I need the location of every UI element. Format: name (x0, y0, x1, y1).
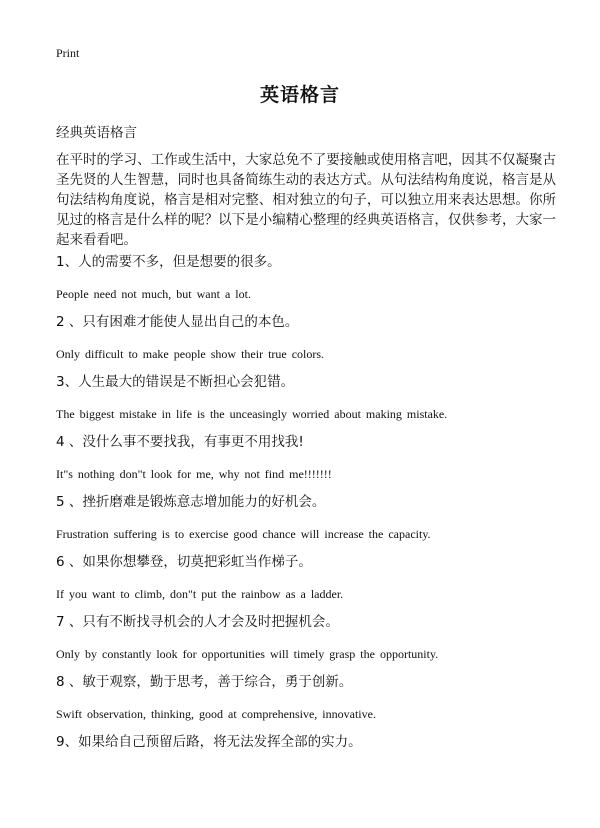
quote-item (56, 312, 556, 372)
quote-chinese: 9、如果给自己预留后路，将无法发挥全部的实力。 (56, 734, 362, 750)
quote-item (56, 612, 556, 672)
quote-chinese: 4 、没什么事不要找我，有事更不用找我! (56, 434, 304, 450)
quote-item (56, 432, 556, 492)
quote-english: It"s nothing don"t look for me, why not find me!!!!!!! (56, 467, 332, 481)
print-label: Print (56, 46, 80, 60)
quote-chinese: 7 、只有不断找寻机会的人才会及时把握机会。 (56, 614, 339, 630)
quote-chinese: 3、人生最大的错误是不断担心会犯错。 (56, 374, 295, 390)
quote-english: Swift observation, thinking, good at comprehensive, innovative. (56, 707, 376, 721)
quote-item (56, 552, 556, 612)
quote-chinese: 2 、只有困难才能使人显出自己的本色。 (56, 314, 299, 330)
quote-english: Only by constantly look for opportunities will timely grasp the opportunity. (56, 647, 439, 661)
quote-item (56, 372, 556, 432)
quote-chinese: 5 、挫折磨难是锻炼意志增加能力的好机会。 (56, 494, 326, 510)
quote-english: If you want to climb, don"t put the rainbow as a ladder. (56, 587, 344, 601)
quote-chinese: 1、人的需要不多，但是想要的很多。 (56, 254, 281, 270)
quote-chinese: 6 、如果你想攀登，切莫把彩虹当作梯子。 (56, 554, 312, 570)
quote-english: The biggest mistake in life is the unceasingly worried about making mistake. (56, 407, 448, 421)
quote-item (56, 252, 556, 312)
quote-list (56, 252, 556, 792)
page-title: 英语格言 (259, 84, 340, 106)
quote-item (56, 732, 556, 792)
quote-english: Only difficult to make people show their true colors. (56, 347, 325, 361)
quote-english: Frustration suffering is to exercise good chance will increase the capacity. (56, 527, 431, 541)
quote-chinese: 8 、敏于观察，勤于思考，善于综合，勇于创新。 (56, 674, 353, 690)
intro-paragraph: 在平时的学习、工作或生活中，大家总免不了要接触或使用格言吧，因其不仅凝聚古圣先贤的人生智慧，同时也具备简练生动的表达方式。从句法结构角度说，格言是从句法结构角度说，格言是相对完整、相对独立的句子，可以独立用来表达思想。你所见过的格言是什么样的呢？以下是小编精心整理的经典英语格言，仅供参考，大家一起来看看吧。 (56, 152, 556, 248)
subtitle: 经典英语格言 (56, 125, 137, 141)
quote-item (56, 672, 556, 732)
quote-english: People need not much, but want a lot. (56, 287, 251, 301)
quote-item (56, 492, 556, 552)
